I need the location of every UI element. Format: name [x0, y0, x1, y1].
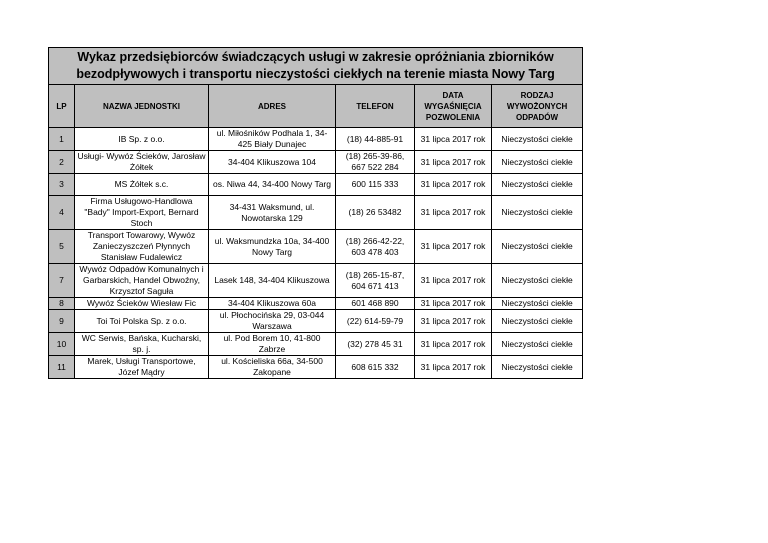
row-address: Lasek 148, 34-404 Klikuszowa	[209, 264, 336, 298]
row-lp: 9	[49, 310, 75, 333]
row-waste-type: Nieczystości ciekłe	[492, 230, 583, 264]
row-waste-type: Nieczystości ciekłe	[492, 151, 583, 174]
row-expiry-date: 31 lipca 2017 rok	[415, 310, 492, 333]
row-expiry-date: 31 lipca 2017 rok	[415, 230, 492, 264]
row-lp: 5	[49, 230, 75, 264]
row-address: os. Niwa 44, 34-400 Nowy Targ	[209, 174, 336, 196]
header-expiry-date: DATA WYGAŚNIĘCIA POZWOLENIA	[415, 85, 492, 128]
table-row	[49, 196, 583, 230]
row-waste-type: Nieczystości ciekłe	[492, 333, 583, 356]
header-waste-type: RODZAJ WYWOŻONYCH ODPADÓW	[492, 85, 583, 128]
row-address: 34-404 Klikuszowa 104	[209, 151, 336, 174]
row-waste-type: Nieczystości ciekłe	[492, 356, 583, 379]
row-name: Transport Towarowy, Wywóz Zanieczyszczeń Płynnych Stanisław Fudalewicz	[75, 230, 209, 264]
row-lp: 11	[49, 356, 75, 379]
row-expiry-date: 31 lipca 2017 rok	[415, 196, 492, 230]
row-lp: 7	[49, 264, 75, 298]
table-row	[49, 356, 583, 379]
header-name: NAZWA JEDNOSTKI	[75, 85, 209, 128]
row-address: ul. Kościeliska 66a, 34-500 Zakopane	[209, 356, 336, 379]
row-waste-type: Nieczystości ciekłe	[492, 310, 583, 333]
row-expiry-date: 31 lipca 2017 rok	[415, 298, 492, 310]
row-waste-type: Nieczystości ciekłe	[492, 264, 583, 298]
row-name: Wywóz Odpadów Komunalnych i Garbarskich, Handel Obwoźny, Krzysztof Saguła	[75, 264, 209, 298]
row-waste-type: Nieczystości ciekłe	[492, 196, 583, 230]
header-lp: LP	[49, 85, 75, 128]
row-expiry-date: 31 lipca 2017 rok	[415, 128, 492, 151]
row-phone: (32) 278 45 31	[336, 333, 415, 356]
header-address: ADRES	[209, 85, 336, 128]
row-name: WC Serwis, Bańska, Kucharski, sp. j.	[75, 333, 209, 356]
row-phone: (18) 26 53482	[336, 196, 415, 230]
page-title: Wykaz przedsiębiorców świadczących usługi w zakresie opróżniania zbiorników bezodpływowych i transportu nieczystości ciekłych na terenie miasta Nowy Targ	[49, 48, 583, 85]
row-phone: 608 615 332	[336, 356, 415, 379]
row-lp: 8	[49, 298, 75, 310]
row-phone: (22) 614-59-79	[336, 310, 415, 333]
row-waste-type: Nieczystości ciekłe	[492, 298, 583, 310]
companies-table	[48, 47, 583, 379]
table-row	[49, 174, 583, 196]
table-row	[49, 333, 583, 356]
header-phone: TELEFON	[336, 85, 415, 128]
row-lp: 2	[49, 151, 75, 174]
row-waste-type: Nieczystości ciekłe	[492, 128, 583, 151]
row-lp: 1	[49, 128, 75, 151]
row-expiry-date: 31 lipca 2017 rok	[415, 151, 492, 174]
row-name: Wywóz Ścieków Wiesław Fic	[75, 298, 209, 310]
table-row	[49, 310, 583, 333]
row-name: Toi Toi Polska Sp. z o.o.	[75, 310, 209, 333]
table-row	[49, 128, 583, 151]
row-phone: (18) 266-42-22, 603 478 403	[336, 230, 415, 264]
row-address: ul. Płochocińska 29, 03-044 Warszawa	[209, 310, 336, 333]
row-expiry-date: 31 lipca 2017 rok	[415, 264, 492, 298]
row-waste-type: Nieczystości ciekłe	[492, 174, 583, 196]
table-row	[49, 298, 583, 310]
row-phone: 601 468 890	[336, 298, 415, 310]
row-phone: (18) 265-39-86, 667 522 284	[336, 151, 415, 174]
row-expiry-date: 31 lipca 2017 rok	[415, 174, 492, 196]
row-address: ul. Miłośników Podhala 1, 34-425 Biały Dunajec	[209, 128, 336, 151]
row-name: Usługi- Wywóz Ścieków, Jarosław Żółtek	[75, 151, 209, 174]
table-row	[49, 151, 583, 174]
row-address: 34-431 Waksmund, ul. Nowotarska 129	[209, 196, 336, 230]
row-address: ul. Pod Borem 10, 41-800 Zabrze	[209, 333, 336, 356]
row-address: ul. Waksmundzka 10a, 34-400 Nowy Targ	[209, 230, 336, 264]
row-name: IB Sp. z o.o.	[75, 128, 209, 151]
table-row	[49, 230, 583, 264]
row-lp: 10	[49, 333, 75, 356]
row-address: 34-404 Klikuszowa 60a	[209, 298, 336, 310]
row-phone: 600 115 333	[336, 174, 415, 196]
row-expiry-date: 31 lipca 2017 rok	[415, 333, 492, 356]
row-name: Firma Usługowo-Handlowa "Bady" Import-Export, Bernard Stoch	[75, 196, 209, 230]
row-lp: 3	[49, 174, 75, 196]
row-phone: (18) 265-15-87, 604 671 413	[336, 264, 415, 298]
row-lp: 4	[49, 196, 75, 230]
row-expiry-date: 31 lipca 2017 rok	[415, 356, 492, 379]
table-row	[49, 264, 583, 298]
row-name: MS Żółtek s.c.	[75, 174, 209, 196]
row-name: Marek, Usługi Transportowe, Józef Mądry	[75, 356, 209, 379]
row-phone: (18) 44-885-91	[336, 128, 415, 151]
